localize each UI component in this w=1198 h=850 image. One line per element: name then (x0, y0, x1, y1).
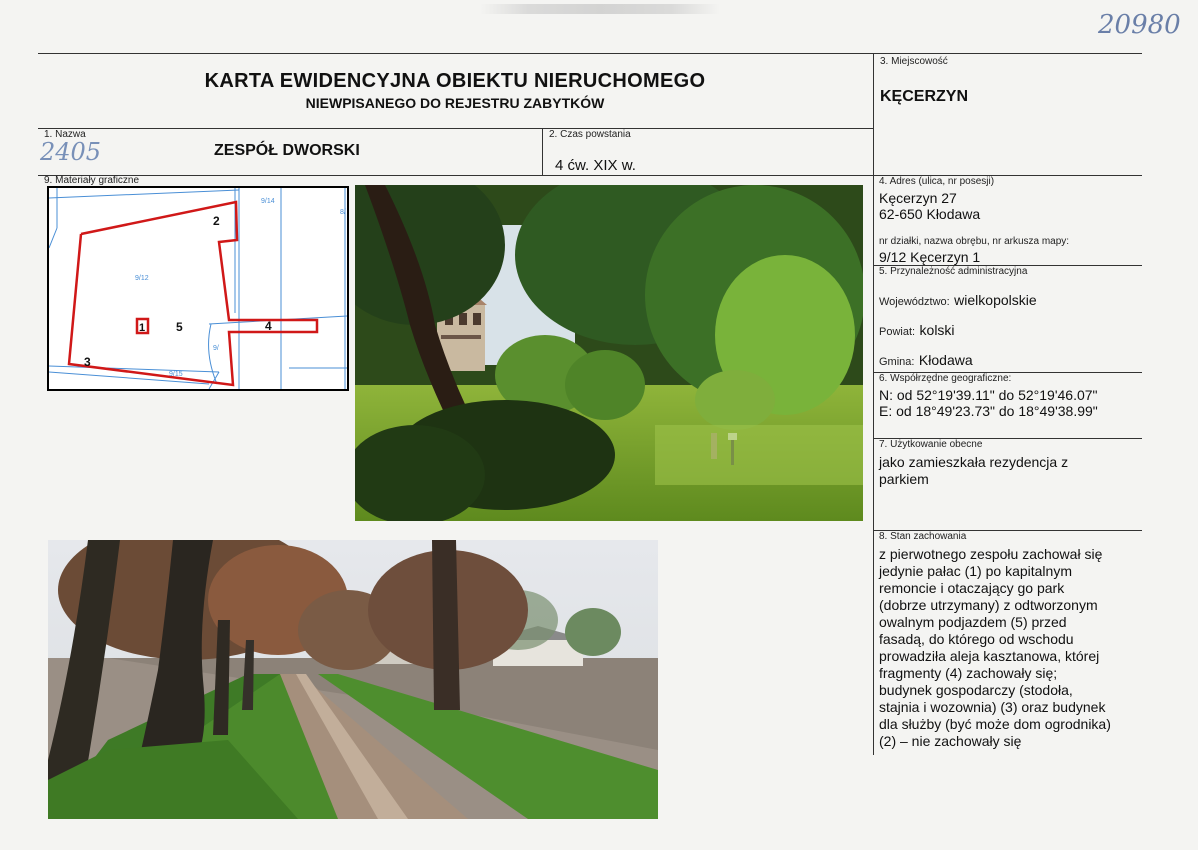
stan-line: prowadziła aleja kasztanowa, której (879, 648, 1100, 664)
field-label-wspolrzedne: 6. Współrzędne geograficzne: (879, 373, 1012, 384)
photo-chestnut-alley (48, 540, 658, 819)
handwritten-number: 2405 (40, 138, 102, 166)
gmina-row (879, 352, 973, 370)
powiat-label: Powiat: (879, 326, 916, 338)
gmina-value: Kłodawa (918, 352, 973, 368)
field-label-czas: 2. Czas powstania (549, 129, 631, 140)
stan-line: fasadą, do którego od wschodu (879, 631, 1074, 647)
stan-line: (2) – nie zachowały się (879, 733, 1022, 749)
field-value-miejscowosc: KĘCERZYN (880, 88, 969, 105)
powiat-value: kolski (919, 322, 955, 338)
rule-right-col (873, 53, 874, 755)
card-number: 20980 (1098, 10, 1181, 40)
field-label-stan: 8. Stan zachowania (879, 531, 967, 542)
wspolrzedne-e: E: od 18°49'23.73" do 18°49'38.99" (879, 403, 1098, 419)
rule-top (38, 53, 1142, 54)
stan-line: (dobrze utrzymany) z odtworzonym (879, 597, 1098, 613)
field-label-nazwa: 1. Nazwa (44, 129, 86, 140)
stan-line: stajnia i wozownia) (3) oraz budynek (879, 699, 1106, 715)
marker-label: 2 (213, 214, 220, 228)
photo-manor-park (355, 185, 863, 521)
wojewodztwo-row (879, 292, 1037, 310)
adres-line2: 62-650 Kłodawa (879, 206, 981, 222)
wojewodztwo-label: Województwo: (879, 296, 950, 308)
field-label-adres: 4. Adres (ulica, nr posesji) (879, 176, 995, 187)
uzytkowanie-line: parkiem (879, 471, 929, 487)
card-subtitle: NIEWPISANEGO DO REJESTRU ZABYTKÓW (305, 95, 605, 111)
field-label-miejscowosc: 3. Miejscowość (880, 56, 948, 67)
site-plan-map (47, 186, 349, 391)
parcel-label: 8/ (340, 209, 346, 216)
wspolrzedne-n: N: od 52°19'39.11" do 52°19'46.07" (879, 387, 1098, 403)
rule-under-title (38, 128, 874, 129)
rule-name-split (542, 128, 543, 175)
field-label-przynaleznosc: 5. Przynależność administracyjna (879, 266, 1028, 277)
stan-text (879, 546, 1111, 750)
wojewodztwo-value: wielkopolskie (954, 292, 1037, 308)
field-value-czas: 4 ćw. XIX w. (555, 157, 636, 174)
marker-label: 4 (265, 319, 272, 333)
uzytkowanie-line: jako zamieszkała rezydencja z (879, 454, 1069, 470)
stan-line: owalnym podjazdem (5) przed (879, 614, 1067, 630)
stan-line: fragmenty (4) zachowały się; (879, 665, 1058, 681)
adres-line1: Kęcerzyn 27 (879, 190, 957, 206)
stan-line: z pierwotnego zespołu zachował się (879, 546, 1103, 562)
dzialka-label: nr działki, nazwa obrębu, nr arkusza mapy: (879, 236, 1070, 247)
parcel-label: 9/ (213, 345, 219, 352)
dzialka-value: 9/12 Kęcerzyn 1 (879, 249, 981, 265)
field-label-uzytkowanie: 7. Użytkowanie obecne (879, 439, 983, 450)
parcel-label: 9/15 (169, 371, 183, 378)
parcel-label: 9/12 (135, 275, 149, 282)
site-plan-svg (49, 188, 347, 389)
gmina-label: Gmina: (879, 356, 915, 368)
marker-label: 1 (139, 322, 146, 334)
powiat-row (879, 322, 955, 340)
field-label-materialy: 9. Materiały graficzne (44, 175, 140, 186)
stan-line: dla służby (być może dom ogrodnika) (879, 716, 1111, 732)
uzytkowanie-text (879, 454, 1068, 488)
parcel-label: 9/14 (261, 198, 275, 205)
stan-line: remoncie i otaczający go park (879, 580, 1065, 596)
marker-label: 5 (176, 320, 183, 334)
scan-smudge (480, 4, 720, 14)
marker-label: 3 (84, 355, 91, 369)
stan-line: budynek gospodarczy (stodoła, (879, 682, 1073, 698)
stan-line: jedynie pałac (1) po kapitalnym (879, 563, 1072, 579)
card-title: KARTA EWIDENCYJNA OBIEKTU NIERUCHOMEGO (204, 70, 706, 92)
field-value-nazwa: ZESPÓŁ DWORSKI (214, 142, 360, 159)
